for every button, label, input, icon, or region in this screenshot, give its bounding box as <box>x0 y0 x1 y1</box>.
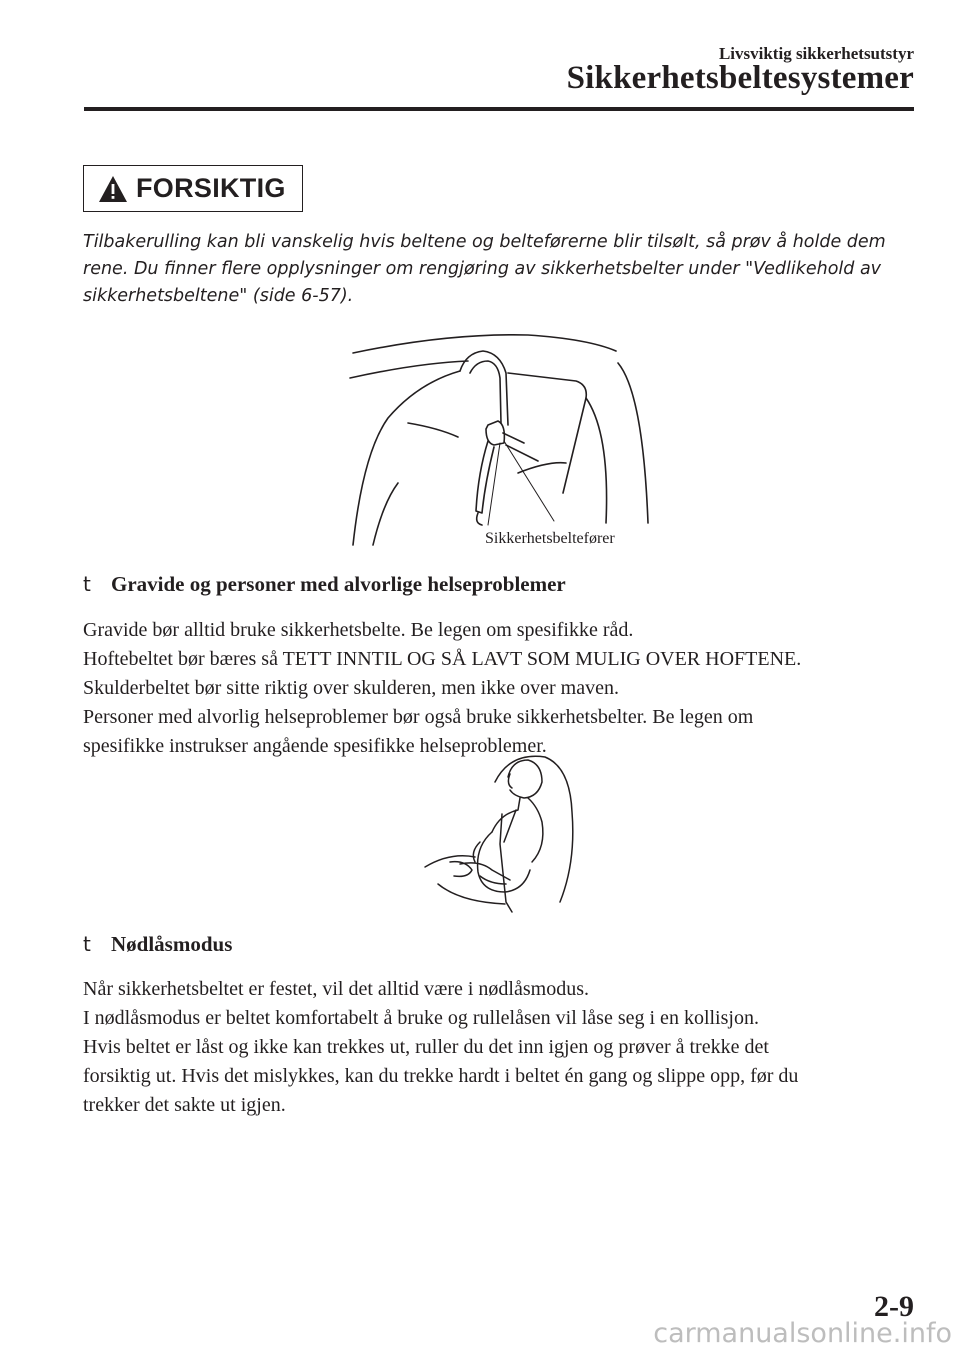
header-section: Livsviktig sikkerhetsutstyr <box>718 44 914 63</box>
caution-line: rene. Du finner flere opplysninger om rengjøring av sikkerhetsbelter under "Vedlikehold av <box>83 259 882 279</box>
paragraph-line: Skulderbeltet bør sitte riktig over skulderen, men ikke over maven. <box>83 677 619 699</box>
seat-belt-guide-illustration <box>348 333 658 558</box>
page-number: 2-9 <box>874 1290 914 1323</box>
heading-text: Nødlåsmodus <box>111 932 233 956</box>
pregnant-paragraph <box>83 616 913 761</box>
paragraph-line: Hvis beltet er låst og ikke kan trekkes ut, ruller du det inn igjen og prøver å trekke det <box>83 1036 769 1058</box>
section-heading-pregnant <box>83 572 566 597</box>
paragraph-line: I nødlåsmodus er beltet komfortabelt å bruke og rullelåsen vil låse seg i en kollisjon. <box>83 1007 759 1029</box>
warning-triangle-icon <box>98 175 128 203</box>
bullet: t <box>83 572 91 596</box>
caution-text <box>83 229 903 310</box>
caution-box <box>83 165 303 212</box>
paragraph-line: spesifikke instrukser angående spesifikke helseproblemer. <box>83 735 547 757</box>
pregnant-woman-seatbelt-illustration <box>420 752 580 914</box>
watermark: carmanualsonline.info <box>653 1318 952 1349</box>
caution-line: sikkerhetsbeltene" (side 6-57). <box>83 286 354 306</box>
caution-label: FORSIKTIG <box>136 173 286 203</box>
paragraph-line: trekker det sakte ut igjen. <box>83 1094 286 1116</box>
paragraph-line: Personer med alvorlig helseproblemer bør også bruke sikkerhetsbelter. Be legen om <box>83 706 754 728</box>
paragraph-line: Når sikkerhetsbeltet er festet, vil det alltid være i nødlåsmodus. <box>83 978 589 1000</box>
heading-text: Gravide og personer med alvorlige helseproblemer <box>111 572 566 596</box>
bullet: t <box>83 932 91 956</box>
paragraph-line: Hoftebeltet bør bæres så TETT INNTIL OG SÅ LAVT SOM MULIG OVER HOFTENE. <box>83 648 802 670</box>
paragraph-line: forsiktig ut. Hvis det mislykkes, kan du trekke hardt i beltet én gang og slippe opp, før du <box>83 1065 799 1087</box>
emergency-paragraph <box>83 975 913 1120</box>
caution-line: Tilbakerulling kan bli vanskelig hvis beltene og belteførerne blir tilsølt, så prøv å holde dem <box>83 232 886 252</box>
header-rule <box>84 107 914 111</box>
seat-figure-caption: Sikkerhetsbeltefører <box>482 530 618 548</box>
section-heading-emergency <box>83 932 232 957</box>
paragraph-line: Gravide bør alltid bruke sikkerhetsbelte. Be legen om spesifikke råd. <box>83 619 634 641</box>
page-title: Sikkerhetsbeltesystemer <box>566 60 914 96</box>
